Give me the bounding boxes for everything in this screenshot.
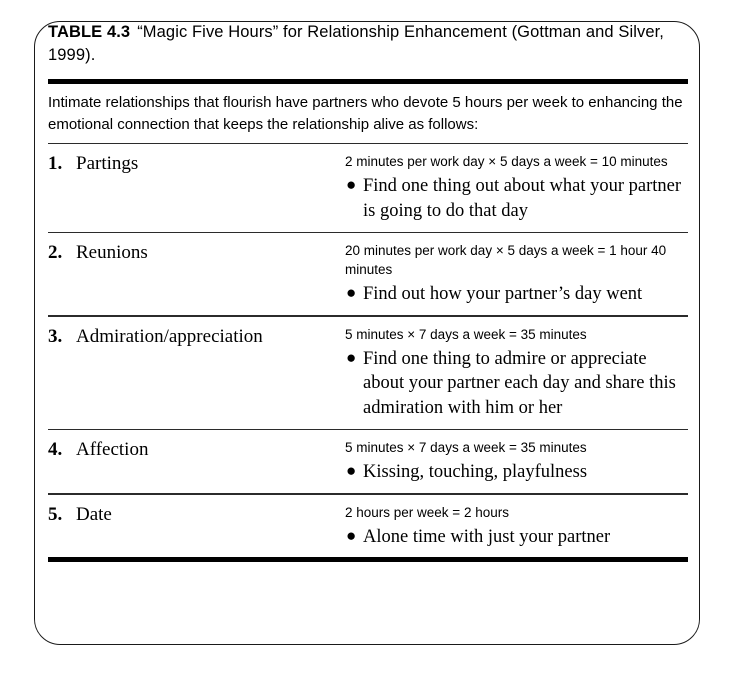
bullet-dot-icon: ● bbox=[346, 525, 357, 545]
row-label: Partings bbox=[76, 153, 139, 175]
row-bullet-item bbox=[345, 282, 688, 307]
row-label: Reunions bbox=[76, 242, 148, 264]
row-label: Admiration/appreciation bbox=[76, 325, 263, 347]
table-row bbox=[48, 233, 688, 315]
row-calculation: 20 minutes per work day × 5 days a week = 1 hour 40 minutes bbox=[345, 243, 667, 278]
row-left-cell bbox=[48, 502, 345, 527]
row-right-cell bbox=[345, 151, 688, 223]
bullet-dot-icon: ● bbox=[346, 175, 357, 195]
row-label: Date bbox=[76, 503, 112, 525]
table-intro-text: Intimate relationships that flourish have partners who devote 5 hours per week to enhancing the emotional connection that keeps the relationship alive as follows: bbox=[48, 93, 683, 133]
row-number: 3. bbox=[48, 325, 63, 347]
row-number: 2. bbox=[48, 242, 63, 264]
table-content bbox=[48, 21, 688, 562]
row-bullet-text: Find one thing to admire or appreciate about your partner each day and share this admiration with him or her bbox=[363, 348, 676, 418]
table-row bbox=[48, 495, 688, 558]
row-left-cell bbox=[48, 240, 345, 265]
row-number: 1. bbox=[48, 153, 63, 175]
table-row bbox=[48, 430, 688, 493]
row-right-cell bbox=[345, 437, 688, 485]
table-caption-text: “Magic Five Hours” for Relationship Enhancement (Gottman and Silver, 1999). bbox=[48, 23, 664, 65]
row-left-cell bbox=[48, 151, 345, 176]
row-number: 5. bbox=[48, 503, 63, 525]
row-right-cell bbox=[345, 240, 688, 307]
row-right-cell bbox=[345, 502, 688, 550]
row-calculation: 2 hours per week = 2 hours bbox=[345, 504, 509, 520]
row-calculation: 5 minutes × 7 days a week = 35 minutes bbox=[345, 326, 587, 342]
table-number: TABLE 4.3 bbox=[48, 23, 131, 41]
row-bullet-text: Kissing, touching, playfulness bbox=[363, 462, 588, 483]
row-left-cell bbox=[48, 324, 345, 349]
row-bullet-item bbox=[345, 460, 688, 485]
table-row bbox=[48, 317, 688, 429]
row-number: 4. bbox=[48, 439, 63, 461]
row-label: Affection bbox=[76, 439, 149, 461]
footer-rule-thick bbox=[48, 557, 688, 562]
row-bullet-text: Alone time with just your partner bbox=[363, 526, 611, 547]
table-caption bbox=[48, 21, 688, 68]
row-left-cell bbox=[48, 437, 345, 462]
row-bullet-item bbox=[345, 525, 688, 550]
row-right-cell bbox=[345, 324, 688, 421]
row-bullet-text: Find out how your partner’s day went bbox=[363, 284, 643, 305]
row-bullet-text: Find one thing out about what your partner is going to do that day bbox=[363, 176, 682, 221]
row-bullet-item bbox=[345, 174, 688, 223]
bullet-dot-icon: ● bbox=[346, 283, 357, 303]
row-calculation: 5 minutes × 7 days a week = 35 minutes bbox=[345, 440, 587, 456]
table-row bbox=[48, 144, 688, 231]
bullet-dot-icon: ● bbox=[346, 461, 357, 481]
row-bullet-item bbox=[345, 347, 688, 421]
row-calculation: 2 minutes per work day × 5 days a week = 10 minutes bbox=[345, 154, 668, 170]
bullet-dot-icon: ● bbox=[346, 347, 357, 367]
